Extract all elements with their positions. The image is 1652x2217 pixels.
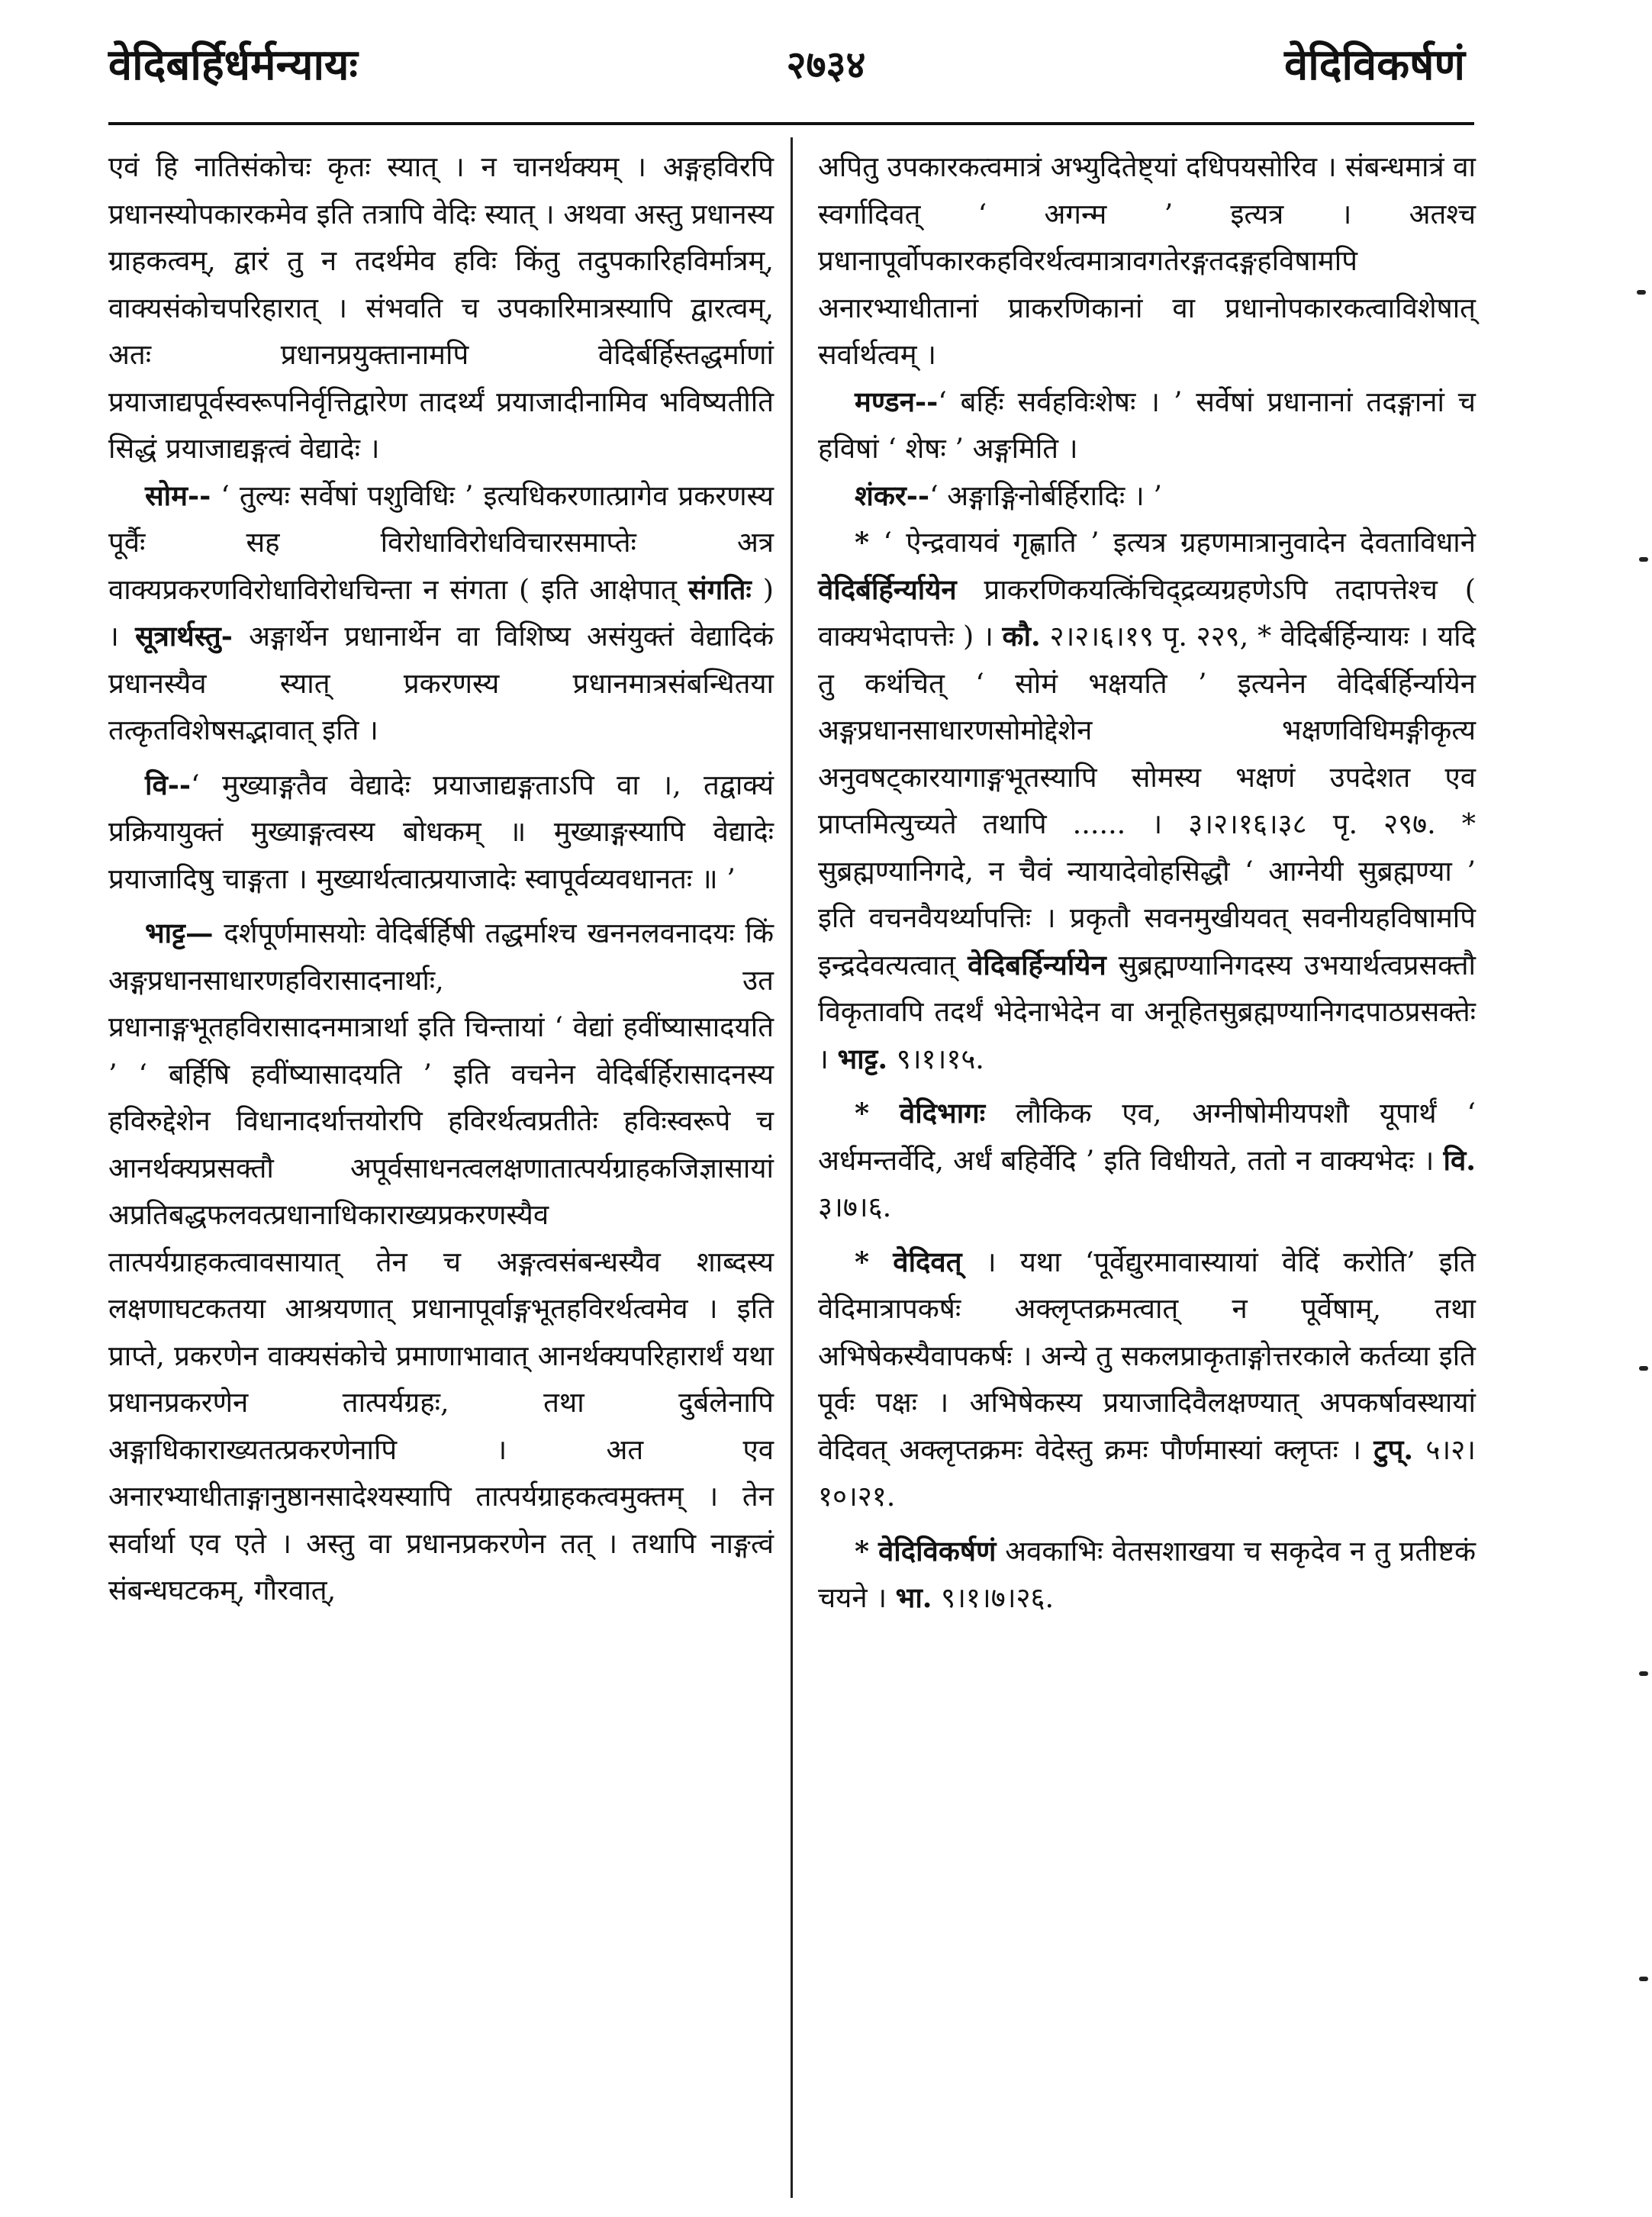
right-paragraph-vedibhaga xyxy=(818,1090,1476,1231)
column-divider xyxy=(791,137,793,2198)
right-paragraph-shankara xyxy=(818,472,1476,520)
kau-reference: कौ. xyxy=(1002,620,1041,653)
vedivat-text-a: । यथा ‘पूर्वेद्युरमावास्यायां वेदिं करोति’ इति वेदिमात्रापकर्षः अक्लृप्तक्रमत्वात् न पूर्वेषाम्, तथा अभिषेकस्यैवापकर्षः । अन्ये तु सकलप्राकृताङ्गोत्तरकाले कर्तव्या इति पूर्वः पक्षः । अभिषेकस्य प्रयाजादिवैलक्षण्यात् अपकर्षावस्थायां वेदिवत् अक्लृप्तक्रमः वेदेस्तु क्रमः पौर्णमास्यां क्लृप्तः । xyxy=(818,1245,1476,1466)
entry-star: * xyxy=(855,526,870,559)
page-number: २७३४ xyxy=(786,42,866,87)
vedibhaga-label: वेदिभागः xyxy=(899,1097,986,1129)
right-paragraph-aindravayava xyxy=(818,519,1476,1082)
left-paragraph-vi xyxy=(108,762,774,903)
header-rule xyxy=(108,122,1474,125)
vedibhaga-text-b: ३।७।६. xyxy=(818,1191,892,1223)
mandana-label: मण्डन-- xyxy=(855,385,939,418)
scan-edge-mark xyxy=(1639,1977,1648,1981)
scan-edge-mark xyxy=(1639,1671,1648,1676)
aindravayava-text-c: २।२।६।१९ पृ. २२९, * वेदिर्बर्हिन्यायः । यदि तु कथंचित् ‘ सोमं भक्षयति ’ इत्यनेन वेदिर्बर्हिर्न्यायेन अङ्गप्रधानसाधारणसोमोद्देशेन भक्षणविधिमङ्गीकृत्य अनुवषट्कारयागाङ्गभूतस्यापि सोमस्य भक्षणं उपदेशत एव प्राप्तमित्युच्यते तथापि ...... । ३।२।१६।३८ पृ. २९७. * सुब्रह्मण्यानिगदे, न चैवं न्यायादेवोहसिद्धौ ‘ आग्नेयी सुब्रह्मण्या ’ इति वचनवैयर्थ्यापत्तिः । प्रकृतौ सवनमुखीयवत् सवनीयहविषामपि इन्द्रदेवत्यत्वात् xyxy=(818,620,1476,981)
vedivikarshana-text-a: अवकाभिः वेतसशाखया च सकृदेव न तु प्रतीष्टकं चयने । xyxy=(818,1534,1476,1614)
entry-star: * xyxy=(855,1245,870,1278)
left-column xyxy=(108,143,774,1614)
bhatta-text: दर्शपूर्णमासयोः वेदिर्बर्हिषी तद्धर्माश्च खननलवनादयः किं अङ्गप्रधानसाधारणहविरासादनार्थाः, उत प्रधानाङ्गभूतहविरासादनमात्रार्था इति चिन्तायां ‘ वेद्यां हवींष्यासादयति ’ ‘ बर्हिषि हवींष्यासादयति ’ इति वचनेन वेदिर्बर्हिरासादनस्य हविरुद्देशेन विधानादर्थात्तयोरपि हविरर्थत्वप्रतीतेः हविःस्वरूपे च आनर्थक्यप्रसक्तौ अपूर्वसाधनत्वलक्षणातात्पर्यग्राहकजिज्ञासायां अप्रतिबद्धफलवत्प्रधानाधिकाराख्यप्रकरणस्यैव तात्पर्यग्राहकत्वावसायात् तेन च अङ्गत्वसंबन्धस्यैव शाब्दस्य लक्षणाघटकतया आश्रयणात् प्रधानापूर्वाङ्गभूतहविरर्थत्वमेव । इति प्राप्ते, प्रकरणेन वाक्यसंकोचे प्रमाणाभावात् आनर्थक्यपरिहारार्थं यथा प्रधानप्रकरणेन तात्पर्यग्रहः, तथा दुर्बलेनापि अङ्गाधिकाराख्यतत्प्रकरणेनापि । अत एव अनारभ्याधीताङ्गानुष्ठानसादेश्यस्यापि तात्पर्यग्राहकत्वमुक्तम् । तेन सर्वार्था एव एते । अस्तु वा प्रधानप्रकरणेन तत् । तथापि नाङ्गत्वं संबन्धघटकम्, गौरवात्, xyxy=(108,917,774,1606)
scan-edge-mark xyxy=(1639,1366,1648,1371)
scan-edge-mark xyxy=(1637,290,1646,295)
left-paragraph-1: एवं हि नातिसंकोचः कृतः स्यात् । न चानर्थक्यम् । अङ्गहविरपि प्रधानस्योपकारकमेव इति तत्रापि वेदिः स्यात् । अथवा अस्तु प्रधानस्य ग्राहकत्वम्, द्वारं तु न तदर्थमेव हविः किंतु तदुपकारिहविर्मात्रम्, वाक्यसंकोचपरिहारात् । संभवति च उपकारिमात्रस्यापि द्वारत्वम्, अतः प्रधानप्रयुक्तानामपि वेदिर्बर्हिस्तद्धर्माणां प्रयाजाद्यपूर्वस्वरूपनिर्वृत्तिद्वारेण तादर्थ्यं प्रयाजादीनामिव भविष्यतीति सिद्धं प्रयाजाद्यङ्गत्वं वेद्यादेः । xyxy=(108,150,774,465)
vi-reference: वि. xyxy=(1443,1143,1476,1177)
bhatta-reference: भाट्ट. xyxy=(837,1042,888,1075)
left-paragraph-soma xyxy=(108,472,774,754)
tup-reference: टुप्. xyxy=(1373,1432,1414,1466)
bhatta-label: भाट्ट— xyxy=(145,917,214,949)
vedivikarshana-text-b: ९।१।७।२६. xyxy=(932,1581,1055,1614)
running-head-left: वेदिबर्हिर्धर्मन्यायः xyxy=(108,40,358,90)
sangati-label: संगतिः xyxy=(688,572,752,606)
vedivat-label: वेदिवत् xyxy=(893,1245,962,1278)
mandana-text: ‘ बर्हिः सर्वहविःशेषः । ’ सर्वेषां प्रधानानां तदङ्गानां च हविषां ‘ शेषः ’ अङ्गमिति । xyxy=(818,385,1476,465)
right-paragraph-mandana xyxy=(818,379,1476,472)
soma-text-b: ) । xyxy=(108,572,774,653)
running-head-right: वेदिविकर्षणं xyxy=(1284,40,1465,90)
vi-label: वि-- xyxy=(145,768,192,801)
right-paragraph-vedivat xyxy=(818,1239,1476,1520)
aindravayava-text-a: ‘ ऐन्द्रवायवं गृह्णाति ’ इत्यत्र ग्रहणमात्रानुवादेन देवताविधाने xyxy=(869,526,1476,559)
shankara-text: ‘ अङ्गाङ्गिनोर्बर्हिरादिः । ’ xyxy=(929,479,1162,512)
soma-text-a: ‘ तुल्यः सर्वेषां पशुविधिः ’ इत्यधिकरणात्प्रागेव प्रकरणस्य पूर्वैः सह विरोधाविरोधविचारसमाप्तेः अत्र वाक्यप्रकरणविरोधाविरोधचिन्ता न संगता ( इति आक्षेपात् xyxy=(108,479,774,606)
vedivat-text-b: ५।२।१०।२१. xyxy=(818,1432,1476,1513)
aindravayava-text-e: ९।१।१५. xyxy=(887,1042,984,1075)
aindravayava-text-d: सुब्रह्मण्यानिगदस्य उभयार्थत्वप्रसक्तौ विकृतावपि तदर्थं भेदेनाभेदेन वा अनूहितसुब्रह्मण्यानिगदपाठप्रसक्तेः । xyxy=(818,948,1476,1075)
right-column xyxy=(818,143,1476,1622)
bha-reference: भा. xyxy=(895,1581,932,1614)
right-paragraph-vedivikarshana xyxy=(818,1528,1476,1622)
vedibarhi-nyaya-bold-1: वेदिर्बर्हिर्न्यायेन xyxy=(818,572,957,606)
aindravayava-text-b: प्राकरणिकयत्किंचिद्द्रव्यग्रहणेऽपि तदापत्तेश्च ( वाक्यभेदापत्तेः ) । xyxy=(818,572,1476,653)
soma-text-c: अङ्गार्थेन प्रधानार्थेन वा विशिष्य असंयुक्तं वेद्यादिकं प्रधानस्यैव स्यात् प्रकरणस्य प्रधानमात्रसंबन्धितया तत्कृतविशेषसद्भावात् इति । xyxy=(108,620,774,746)
entry-star: * xyxy=(855,1534,870,1568)
vedibhaga-text-a: लौकिक एव, अग्नीषोमीयपशौ यूपार्थं ‘ अर्धमन्तर्वेदि, अर्धं बहिर्वेदि ’ इति विधीयते, ततो न वाक्यभेदः । xyxy=(818,1097,1476,1177)
entry-star: * xyxy=(855,1097,870,1129)
vi-text: ‘ मुख्याङ्गतैव वेद्यादेः प्रयाजाद्यङ्गताऽपि वा ।, तद्वाक्यं प्रक्रियायुक्तं मुख्याङ्गत्वस्य बोधकम् ॥ मुख्याङ्गस्यापि वेद्यादेः प्रयाजादिषु चाङ्गता । मुख्यार्थत्वात्प्रयाजादेः स्वापूर्वव्यवधानतः ॥ ’ xyxy=(108,768,774,895)
scan-edge-mark xyxy=(1639,557,1648,562)
vedibarhi-nyaya-bold-2: वेदिबर्हिर्न्यायेन xyxy=(968,948,1106,981)
sutrartha-label: सूत्रार्थस्तु- xyxy=(135,620,233,653)
right-paragraph-1: अपितु उपकारकत्वमात्रं अभ्युदितेष्ट्यां दधिपयसोरिव । संबन्धमात्रं वा स्वर्गादिवत् ‘ अगन्म ’ इत्यत्र । अतश्च प्रधानापूर्वोपकारकहविरर्थत्वमात्रावगतेरङ्गतदङ्गहविषामपि अनारभ्याधीतानां प्राकरणिकानां वा प्रधानोपकारकत्वाविशेषात् सर्वार्थत्वम् । xyxy=(818,150,1476,371)
vedivikarshana-label: वेदिविकर्षणं xyxy=(878,1534,997,1568)
soma-label: सोम-- xyxy=(145,479,211,512)
shankara-label: शंकर-- xyxy=(855,479,930,512)
left-paragraph-bhatta xyxy=(108,910,774,1614)
